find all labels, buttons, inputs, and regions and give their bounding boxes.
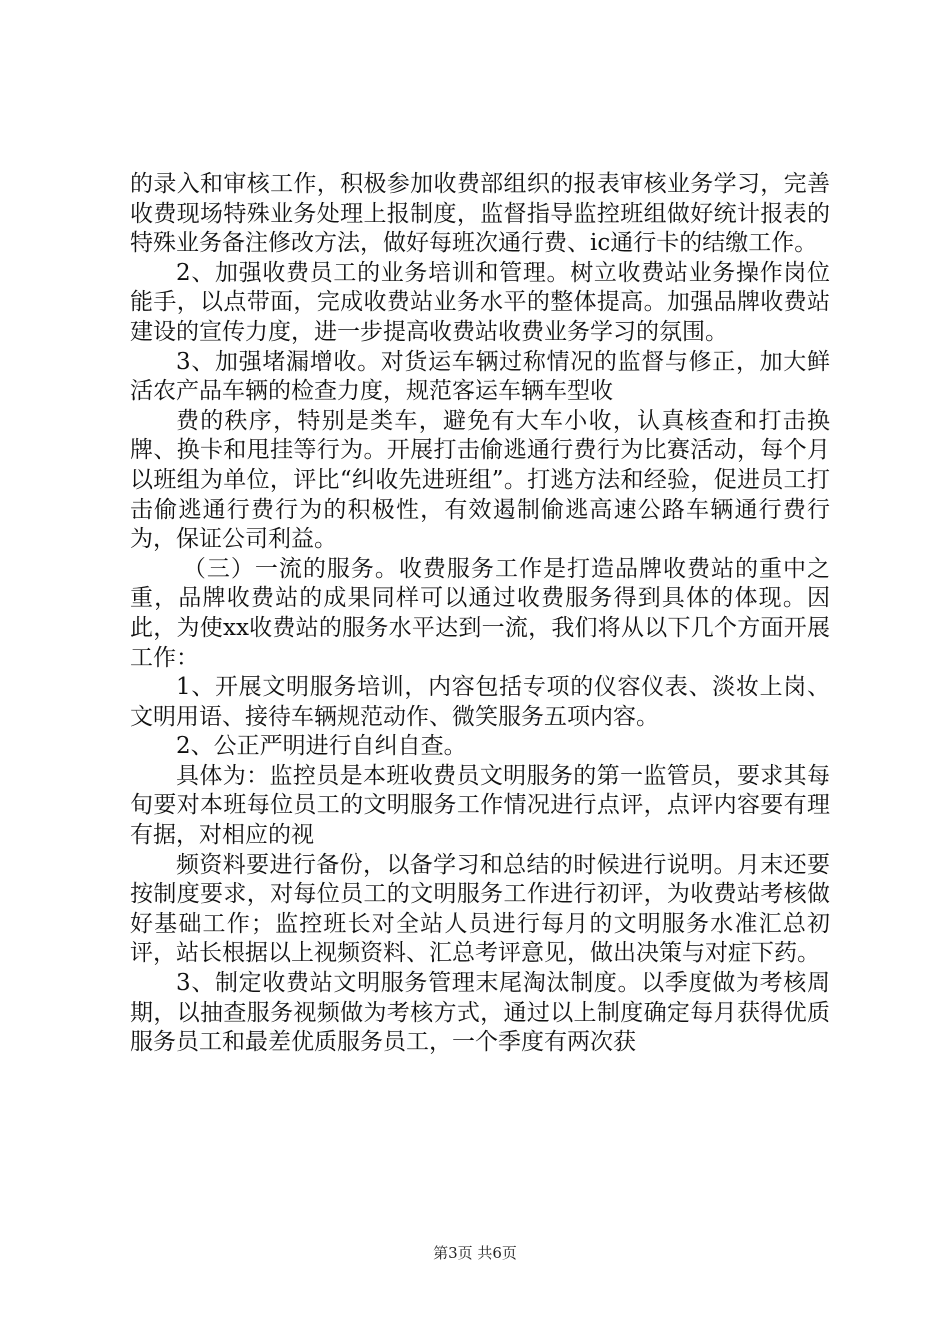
paragraph-7: 2、公正严明进行自纠自查。 (176, 733, 467, 760)
paragraph-9: 频资料要进行备份，以备学习和总结的时候进行说明。月末还要按制度要求，对每位员工的文明服务工作进行初评，为收费站考核做好基础工作；监控班长对全站人员进行每月的文明服务水准汇总初评，站长根据以上视频资料、汇总考评意见，做出决策与对症下药。 (130, 851, 830, 967)
paragraph-5: （三）一流的服务。收费服务工作是打造品牌收费站的重中之重，品牌收费站的成果同样可以通过收费服务得到具体的体现。因此，为使xx收费站的服务水平达到一流，我们将从以下几个方面开展工作： (130, 555, 830, 671)
page-footer: 第3页 共6页 (433, 1244, 517, 1262)
paragraph-8: 具体为：监控员是本班收费员文明服务的第一监管员，要求其每旬要对本班每位员工的文明服务工作情况进行点评，点评内容要有理有据，对相应的视 (130, 762, 830, 849)
paragraph-10: 3、制定收费站文明服务管理末尾淘汰制度。以季度做为考核周期，以抽查服务视频做为考核方式，通过以上制度确定每月获得优质服务员工和最差优质服务员工，一个季度有两次获 (130, 970, 830, 1056)
paragraph-6: 1、开展文明服务培训，内容包括专项的仪容仪表、淡妆上岗、文明用语、接待车辆规范动作、微笑服务五项内容。 (130, 674, 830, 730)
paragraph-1: 的录入和审核工作，积极参加收费部组织的报表审核业务学习，完善收费现场特殊业务处理上报制度，监督指导监控班组做好统计报表的特殊业务备注修改方法，做好每班次通行费、ic通行卡的结缴工作。 (130, 171, 830, 257)
paragraph-3: 3、加强堵漏增收。对货运车辆过称情况的监督与修正，加大鲜活农产品车辆的检查力度，规范客运车辆车型收 (130, 348, 830, 405)
paragraph-4: 费的秩序，特别是类车，避免有大车小收，认真核查和打击换牌、换卡和甩挂等行为。开展打击偷逃通行费行为比赛活动，每个月以班组为单位，评比“纠收先进班组”。打逃方法和经验，促进员工打击偷逃通行费行为的积极性，有效遏制偷逃高速公路车辆通行费行为，保证公司利益。 (130, 407, 830, 553)
body-text (130, 170, 830, 1058)
paragraph-2: 2、加强收费员工的业务培训和管理。树立收费站业务操作岗位能手，以点带面，完成收费站业务水平的整体提高。加强品牌收费站建设的宣传力度，进一步提高收费站收费业务学习的氛围。 (130, 259, 830, 345)
